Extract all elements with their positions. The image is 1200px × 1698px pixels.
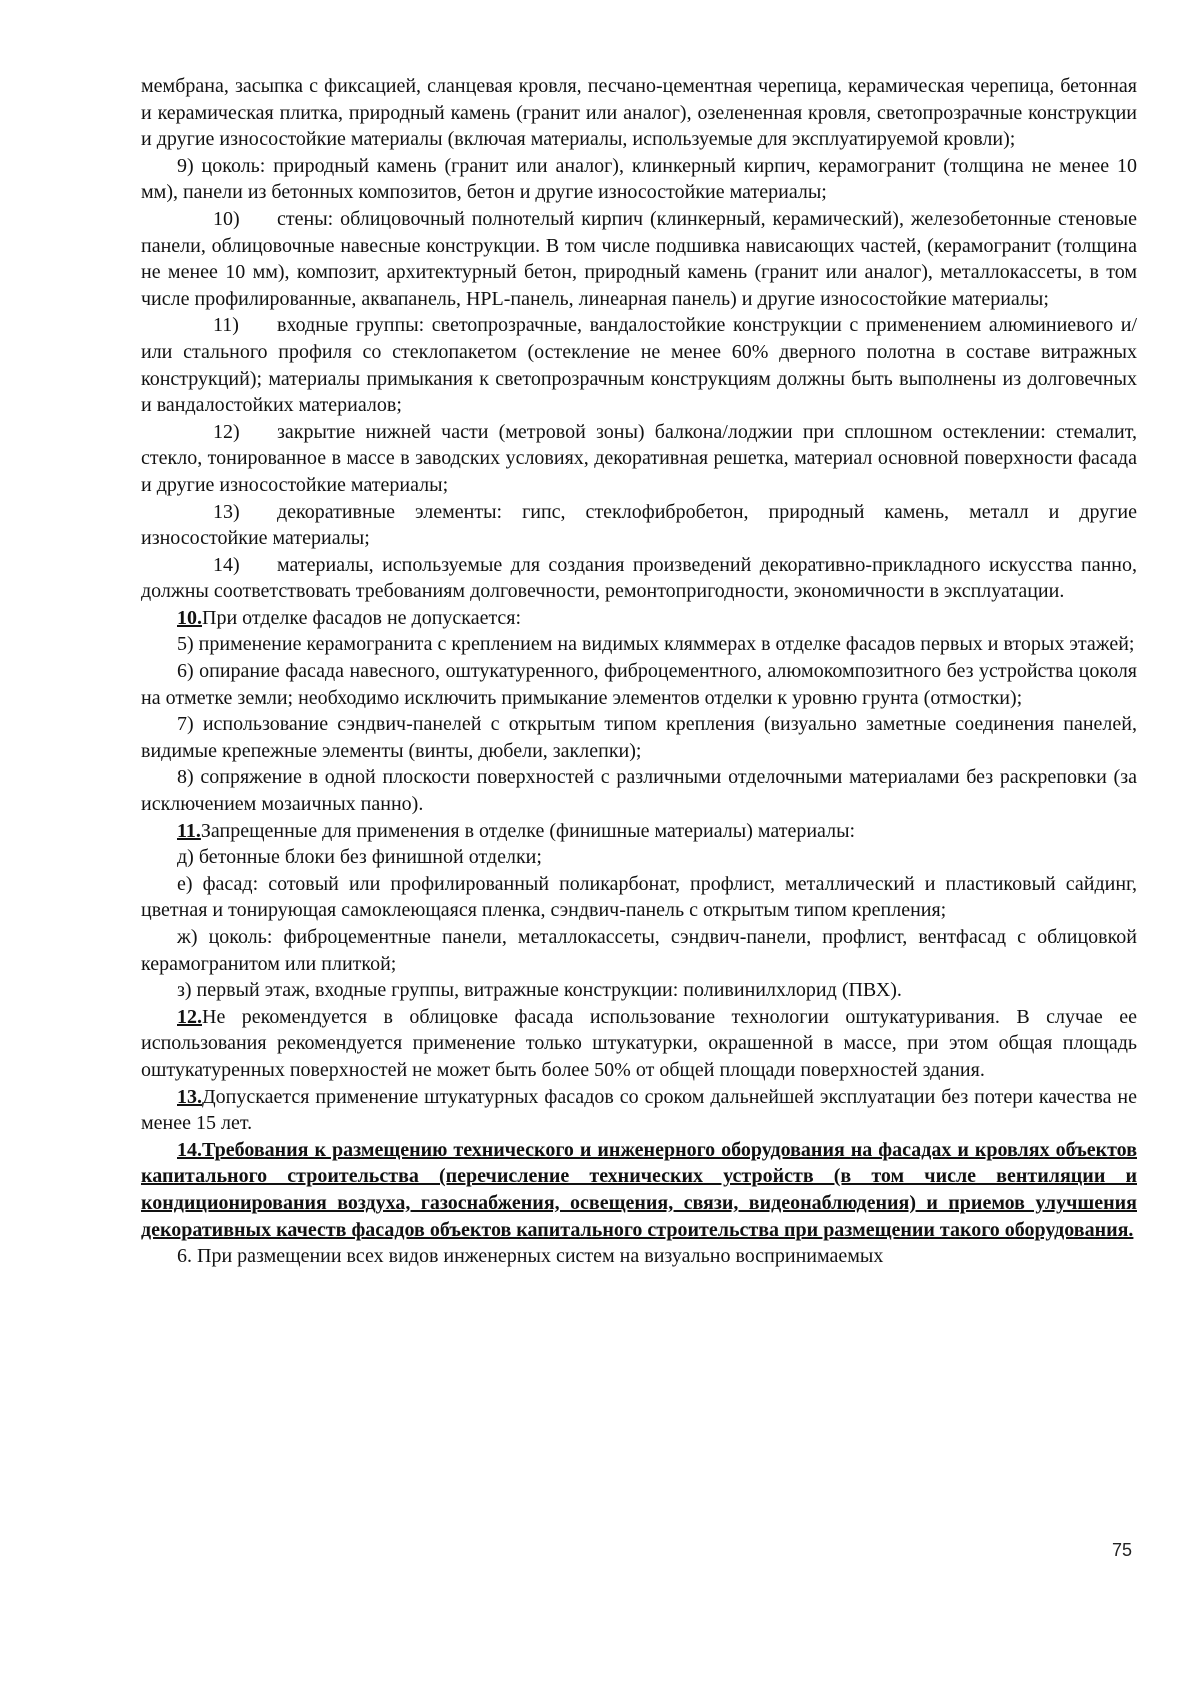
item-text: закрытие нижней части (метровой зоны) балкона/лоджии при сплошном остеклении: стемалит, стекло, тонированное в массе в заводских условиях, декоративная решетка, материал основной поверхности фасада и другие износостойкие материалы; [141, 420, 1137, 496]
item-number: 10) [213, 207, 240, 230]
section-number: 12. [177, 1005, 202, 1028]
item-11-entrance-groups [141, 312, 1137, 418]
list-item: 8) сопряжение в одной плоскости поверхностей с различными отделочными материалами без раскреповки (за исключением мозаичных панно). [141, 766, 1137, 816]
section-13 [141, 1084, 1137, 1137]
section-14-heading: 14.Требования к размещению технического и инженерного оборудования на фасадах и кровлях объектов капитального строительства (перечисление технических устройств (в том числе вентиляции и кондиционирования воздуха, газоснабжения, освещения, связи, видеонаблюдения) и приемов улучшения декоративных качеств фасадов объектов капитального строительства при размещении такого оборудования. [141, 1138, 1137, 1241]
item-12-balcony-closure [141, 419, 1137, 499]
item-number: 12) [213, 420, 240, 443]
item-13-decorative-elements [141, 499, 1137, 552]
list-item: 6) опирание фасада навесного, оштукатуренного, фиброцементного, алюмокомпозитного без устройства цоколя на отметке земли; необходимо исключить примыкание элементов отделки к уровню грунта (отмостки); [141, 660, 1137, 709]
item-text: входные группы: светопрозрачные, вандалостойкие конструкции с применением алюминиевого и/или стального профиля со стеклопакетом (остекление не менее 60% дверного полотна в составе витражных конструкций); материалы примыкания к светопрозрачным конструкциям должны быть выполнены из долговечных и вандалостойких материалов; [141, 314, 1137, 417]
section-text: Допускается применение штукатурных фасадов со сроком дальнейшей эксплуатации без потери качества не менее 15 лет. [141, 1085, 1137, 1135]
page-number: 75 [1112, 1540, 1133, 1560]
item-number: 11) [213, 314, 239, 337]
paragraph-roofing-materials: мембрана, засыпка с фиксацией, сланцевая кровля, песчано-цементная черепица, керамическая черепица, бетонная и керамическая плитка, природный камень (гранит или аналог), озелененная кровля, светопрозрачные конструкции и другие износостойкие материалы (включая материалы, используемые для эксплуатируемой кровли); [141, 75, 1137, 151]
item-10-walls [141, 206, 1137, 312]
list-item: д) бетонные блоки без финишной отделки; [177, 846, 542, 869]
section-number: 13. [177, 1085, 202, 1108]
document-body [141, 73, 1137, 1270]
item-number: 13) [213, 500, 240, 523]
list-item: ж) цоколь: фиброцементные панели, металлокассеты, сэндвич-панели, профлист, вентфасад с облицовкой керамогранитом или плиткой; [141, 926, 1137, 975]
item-text: материалы, используемые для создания произведений декоративно-прикладного искусства панно, должны соответствовать требованиям долговечности, ремонтопригодности, экономичности в эксплуатации. [141, 553, 1137, 603]
section-text: Запрещенные для применения в отделке (финишные материалы) материалы: [200, 819, 856, 842]
item-6-engineering-systems: 6. При размещении всех видов инженерных систем на визуально воспринимаемых [177, 1245, 884, 1268]
section-text: Не рекомендуется в облицовке фасада использование технологии оштукатуривания. В случае ее использования рекомендуется применение только штукатурки, окрашенной в массе, при этом общая площадь оштукатуренных поверхностей не может быть более 50% от общей площади поверхностей здания. [141, 1005, 1137, 1081]
list-item: е) фасад: сотовый или профилированный поликарбонат, профлист, металлический и пластиковый сайдинг, цветная и тонирующая самоклеющаяся пленка, сэндвич-панель с открытым типом крепления; [141, 872, 1137, 922]
list-item: 7) использование сэндвич-панелей с открытым типом крепления (визуально заметные соединения панелей, видимые крепежные элементы (винты, дюбели, заклепки); [141, 713, 1137, 762]
section-text: При отделке фасадов не допускается: [202, 606, 522, 629]
section-12 [141, 1004, 1137, 1084]
section-number: 10. [177, 606, 202, 629]
section-10 [141, 605, 1137, 632]
item-text: декоративные элементы: гипс, стеклофибробетон, природный камень, металл и другие износостойкие материалы; [141, 500, 1137, 550]
item-number: 14) [213, 553, 240, 576]
item-14-art-materials [141, 552, 1137, 605]
section-number: 11. [177, 819, 201, 842]
section-11 [141, 818, 1137, 845]
item-9-plinth: 9) цоколь: природный камень (гранит или аналог), клинкерный кирпич, керамогранит (толщина не менее 10 мм), панели из бетонных композитов, бетон и другие износостойкие материалы; [141, 154, 1137, 204]
item-text: стены: облицовочный полнотелый кирпич (клинкерный, керамический), железобетонные стеновые панели, облицовочные навесные конструкции. В том числе подшивка нависающих частей, (керамогранит (толщина не менее 10 мм), композит, архитектурный бетон, природный камень (гранит или аналог), металлокассеты, в том числе профилированные, аквапанель, HPL-панель, линеарная панель) и другие износостойкие материалы; [141, 207, 1137, 310]
list-item: з) первый этаж, входные группы, витражные конструкции: поливинилхлорид (ПВХ). [177, 979, 902, 1002]
list-item: 5) применение керамогранита с креплением на видимых кляммерах в отделке фасадов первых и вторых этажей; [177, 633, 1135, 656]
